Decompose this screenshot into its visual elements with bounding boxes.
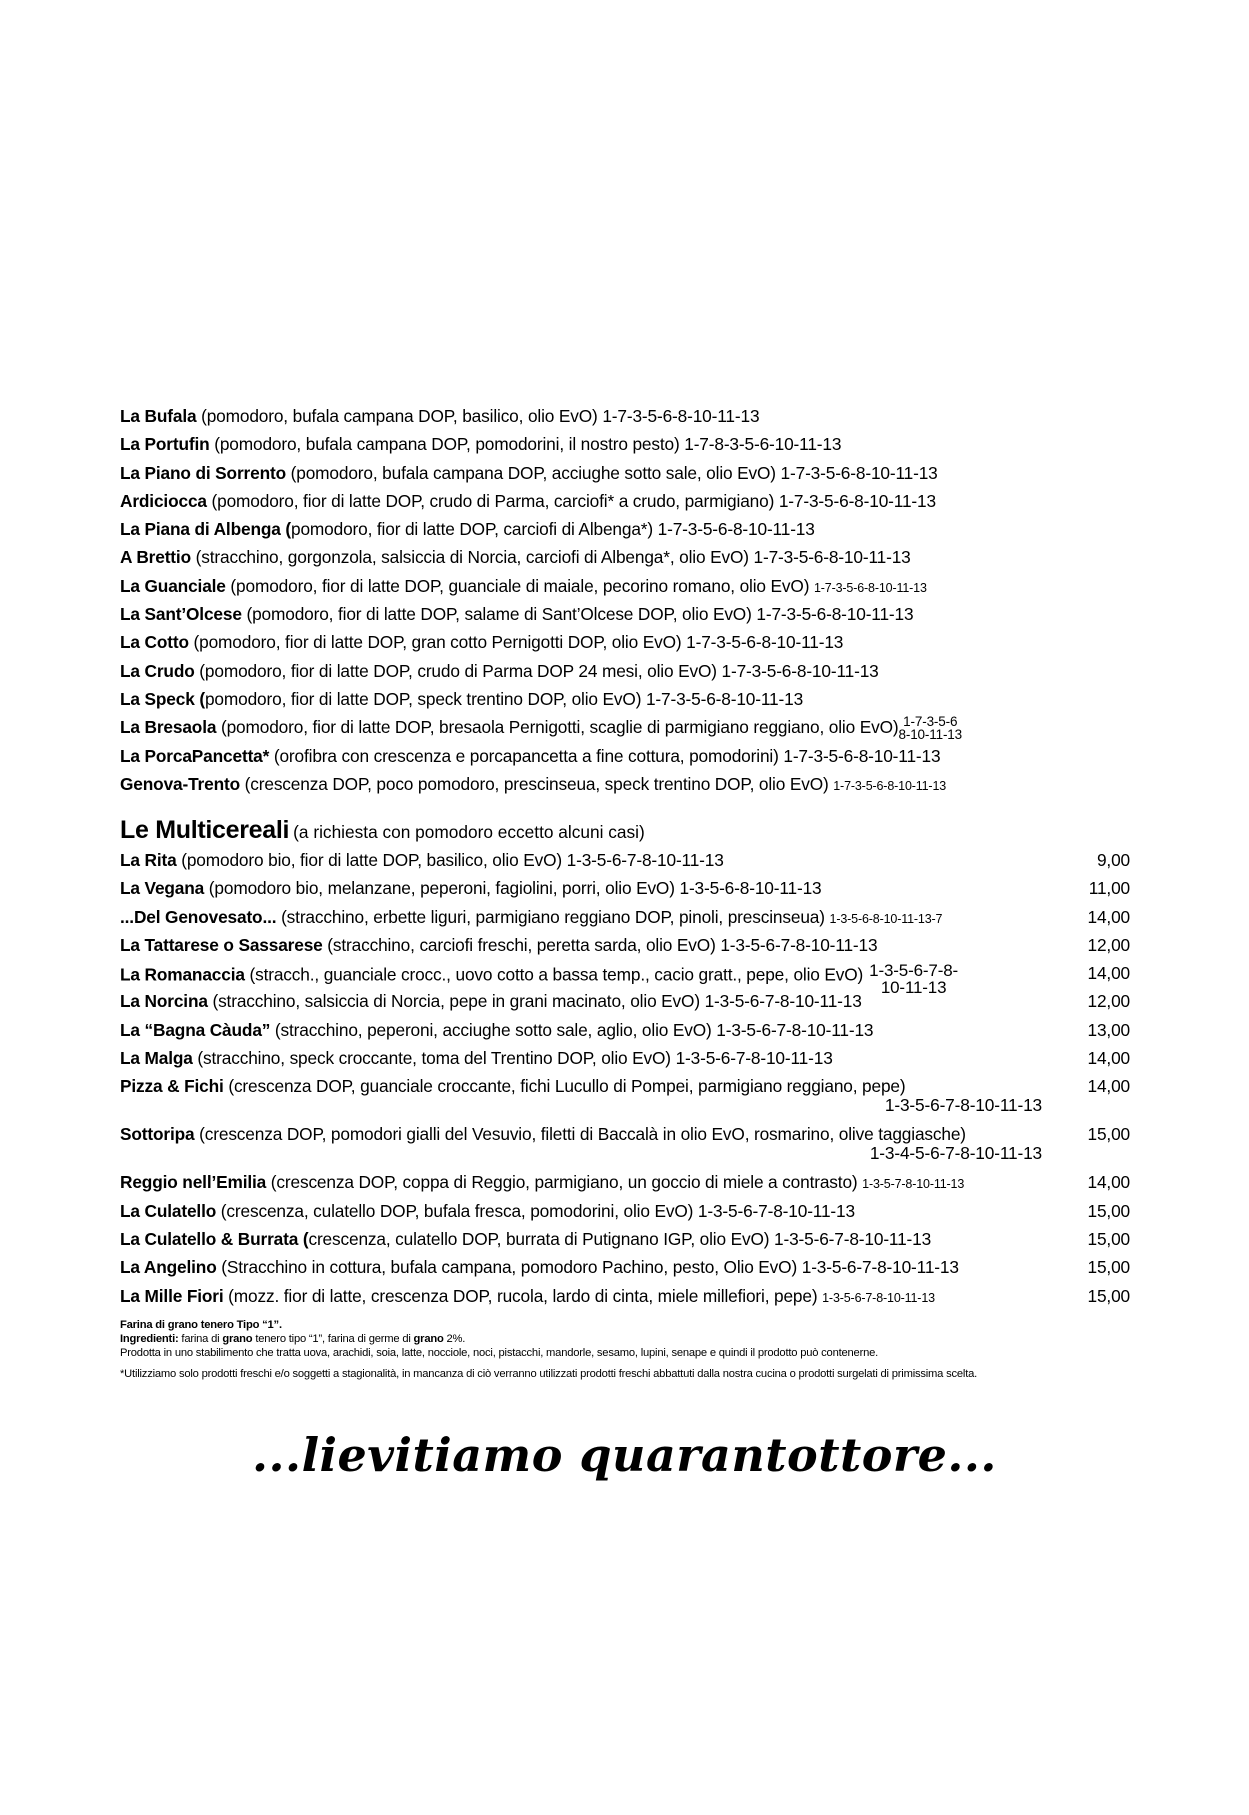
- item-name: Reggio nell’Emilia: [120, 1172, 267, 1193]
- item-desc: (stracchino, carciofi freschi, peretta sarda, olio EvO): [322, 934, 721, 955]
- item-name: La “Bagna Càuda”: [120, 1019, 271, 1040]
- item-desc: (stracchino, salsiccia di Norcia, pepe in grani macinato, olio EvO): [207, 991, 705, 1012]
- item-desc: (pomodoro, fior di latte DOP, crudo di Parma, carciofi* a crudo, parmigiano): [206, 490, 779, 511]
- item-name: La Culatello: [120, 1200, 217, 1221]
- item-allergens: 1-3-5-6-7-8-10-11-13: [884, 1095, 1042, 1116]
- item-name: La Speck (: [120, 688, 205, 709]
- item-allergens: 1-7-3-5-6-8-10-11-13: [778, 490, 936, 511]
- note-ingredienti-a: farina di: [178, 1333, 223, 1345]
- item-allergens: 1-7-3-5-6-8-10-11-13: [813, 580, 927, 595]
- item-allergens: 1-3-5-6-7-8-10-11-13: [822, 1290, 935, 1305]
- item-price: 14,00: [1087, 906, 1130, 927]
- list-item: [120, 600, 1130, 628]
- item-name: La Tattarese o Sassarese: [120, 934, 323, 955]
- item-allergens: 1-3-5-6-7-8-10-11-13: [801, 1257, 959, 1278]
- item-name: La Malga: [120, 1048, 193, 1069]
- note-farina: [120, 1318, 1130, 1332]
- list-item: [120, 657, 1130, 685]
- item-name: La Bresaola: [120, 717, 217, 738]
- list-item: [120, 1072, 1130, 1120]
- item-desc: (pomodoro, fior di latte DOP, bresaola Pernigotti, scaglie di parmigiano reggiano, olio EvO): [216, 717, 899, 738]
- pizza-list-multicereali: [120, 846, 1130, 1310]
- item-name: La Rita: [120, 850, 177, 870]
- item-desc: (mozz. fior di latte, crescenza DOP, rucola, lardo di cinta, miele millefiori, pepe): [223, 1285, 823, 1306]
- item-name: La Angelino: [120, 1257, 217, 1278]
- slogan: ...lievitiamo quarantottore...: [252, 1428, 997, 1482]
- list-item: [120, 628, 1130, 656]
- item-name: La Guanciale: [120, 575, 226, 596]
- item-name: La Bufala: [120, 406, 197, 426]
- item-name: A Brettio: [120, 547, 191, 568]
- item-price: 15,00: [1087, 1285, 1130, 1306]
- list-item: [120, 987, 1130, 1015]
- item-name: La Cotto: [120, 632, 189, 653]
- item-name: Genova-Trento: [120, 773, 240, 794]
- item-price: 9,00: [1096, 850, 1130, 870]
- item-desc: (crescenza DOP, coppa di Reggio, parmigiano, un goccio di miele a contrasto): [266, 1172, 863, 1193]
- item-price: 13,00: [1087, 1019, 1130, 1040]
- list-item: [120, 1197, 1130, 1225]
- item-allergens: 1-7-3-5-6-8-10-11-13: [721, 660, 879, 681]
- list-item: [120, 742, 1130, 770]
- item-name: La PorcaPancetta*: [120, 745, 270, 766]
- list-item: [120, 685, 1130, 713]
- item-price: 15,00: [1087, 1228, 1130, 1249]
- item-name: La Piana di Albenga (: [120, 519, 291, 540]
- note-grano-1: grano: [222, 1333, 253, 1345]
- note-ingredienti-c: 2%.: [443, 1333, 466, 1345]
- item-desc: (stracch., guanciale crocc., uovo cotto a bassa temp., cacio gratt., pepe, olio EvO): [244, 964, 864, 985]
- item-desc: (stracchino, gorgonzola, salsiccia di Norcia, carciofi di Albenga*, olio EvO): [190, 547, 754, 568]
- item-allergens: 1-3-5-6-7-8-10-11-13: [774, 1228, 932, 1249]
- item-allergens: 1-3-5-6-8-10-11-13: [679, 878, 822, 899]
- item-desc: (pomodoro bio, fior di latte DOP, basilico, olio EvO): [176, 850, 567, 870]
- item-allergens: 1-3-5-6-7-8-10-11-13: [675, 1048, 833, 1069]
- list-item: [120, 430, 1130, 458]
- item-allergens: 1-7-3-5-6-8-10-11-13: [686, 632, 844, 653]
- item-allergens: 1-3-5-6-7-8-10-11-13: [716, 1019, 874, 1040]
- item-allergens: 1-7-3-5-6-8-10-11-13: [645, 688, 804, 709]
- list-item: [120, 1253, 1130, 1281]
- note-grano-2: grano: [413, 1333, 444, 1345]
- item-allergens: 1-3-5-7-8-10-11-13: [862, 1177, 965, 1192]
- item-allergens: 1-7-3-5-6-8-10-11-13: [756, 604, 914, 625]
- item-allergens: 1-3-5-6-7-8-10-11-13: [566, 850, 724, 870]
- item-name: La Sant’Olcese: [120, 604, 242, 625]
- item-allergens: 1-7-8-3-5-6-10-11-13: [684, 434, 842, 455]
- item-allergens: 1-7-3-5-6-8-10-11-13: [602, 406, 760, 426]
- item-allergens: 1-7-3-5-6-8-10-11-13: [753, 547, 911, 568]
- allergens-top: 1-3-5-6-7-8-: [869, 961, 959, 981]
- item-price: 12,00: [1087, 934, 1130, 955]
- list-item: [120, 1044, 1130, 1072]
- item-desc: (pomodoro, fior di latte DOP, crudo di Parma DOP 24 mesi, olio EvO): [194, 660, 722, 681]
- item-allergens: 1-3-5-6-7-8-10-11-13: [697, 1200, 855, 1221]
- list-item: [120, 770, 1130, 798]
- note-ingredienti: [120, 1332, 1130, 1346]
- section-title-text: Le Multicereali: [120, 816, 290, 844]
- item-desc: crescenza, culatello DOP, burrata di Putignano IGP, olio EvO): [308, 1228, 774, 1249]
- item-name: La Vegana: [120, 878, 205, 899]
- note-ingredienti-b: tenero tipo “1”, farina di germe di: [252, 1333, 414, 1345]
- item-desc: (stracchino, speck croccante, toma del Trentino DOP, olio EvO): [192, 1048, 676, 1069]
- item-price: 14,00: [1087, 1048, 1130, 1069]
- item-name: La Crudo: [120, 660, 195, 681]
- item-allergens-stacked: [898, 715, 962, 741]
- list-item: [120, 903, 1130, 931]
- item-allergens: 1-3-4-5-6-7-8-10-11-13: [869, 1143, 1042, 1164]
- item-name: La Romanaccia: [120, 964, 245, 985]
- item-desc: pomodoro, fior di latte DOP, carciofi di Albenga*): [290, 519, 658, 540]
- item-desc: (crescenza DOP, guanciale croccante, fichi Lucullo di Pompei, parmigiano reggiano, pepe): [223, 1076, 906, 1097]
- item-price: 14,00: [1087, 963, 1130, 984]
- item-desc: (pomodoro, bufala campana DOP, acciughe sotto sale, olio EvO): [286, 462, 781, 483]
- section-subtitle: (a richiesta con pomodoro eccetto alcuni casi): [293, 822, 645, 842]
- allergens-bottom: 10-11-13: [880, 978, 947, 998]
- note-stabilimento: Prodotta in uno stabilimento che tratta uova, arachidi, soia, latte, nocciole, noci, pistacchi, mandorle, sesamo, lupini, senape e quindi il prodotto può contenerne.: [120, 1347, 879, 1359]
- item-name: Pizza & Fichi: [120, 1076, 224, 1097]
- item-allergens: 1-3-5-6-7-8-10-11-13: [704, 991, 862, 1012]
- item-desc: (pomodoro, fior di latte DOP, gran cotto Pernigotti DOP, olio EvO): [188, 632, 687, 653]
- item-allergens: 1-7-3-5-6-8-10-11-13: [833, 778, 947, 793]
- list-item: [120, 543, 1130, 571]
- item-name: La Culatello & Burrata (: [120, 1228, 309, 1249]
- list-item: [120, 846, 1130, 874]
- item-desc: (crescenza DOP, pomodori gialli del Vesuvio, filetti di Baccalà in olio EvO, rosmarino, olive taggiasche): [194, 1124, 966, 1145]
- item-price: 14,00: [1087, 1172, 1130, 1193]
- item-desc: (Stracchino in cottura, bufala campana, pomodoro Pachino, pesto, Olio EvO): [216, 1257, 802, 1278]
- item-desc: pomodoro, fior di latte DOP, speck trentino DOP, olio EvO): [204, 688, 646, 709]
- list-item: [120, 713, 1130, 741]
- item-desc: (crescenza, culatello DOP, bufala fresca, pomodorini, olio EvO): [216, 1200, 698, 1221]
- item-price: 11,00: [1088, 878, 1130, 899]
- item-desc: (pomodoro, fior di latte DOP, guanciale di maiale, pecorino romano, olio EvO): [225, 575, 814, 596]
- list-item: [120, 1225, 1130, 1253]
- item-desc: (orofibra con crescenza e porcapancetta a fine cottura, pomodorini): [269, 745, 784, 766]
- item-price: 15,00: [1087, 1124, 1130, 1145]
- item-name: Sottoripa: [120, 1124, 195, 1145]
- list-item: [120, 1016, 1130, 1044]
- list-item: [120, 487, 1130, 515]
- item-name: La Mille Fiori: [120, 1285, 224, 1306]
- list-item: [120, 1168, 1130, 1196]
- pizza-list-top: [120, 402, 1130, 798]
- item-name: ...Del Genovesato...: [120, 906, 277, 927]
- item-desc: (pomodoro, fior di latte DOP, salame di Sant’Olcese DOP, olio EvO): [241, 604, 757, 625]
- item-name: Ardiciocca: [120, 490, 207, 511]
- list-item: [120, 1120, 1130, 1168]
- item-name: La Portufin: [120, 434, 210, 455]
- item-price: 12,00: [1087, 991, 1130, 1012]
- list-item: [120, 1282, 1130, 1310]
- item-desc: (stracchino, erbette liguri, parmigiano reggiano DOP, pinoli, prescinseua): [276, 906, 830, 927]
- list-item: [120, 515, 1130, 543]
- note-ingredienti-label: Ingredienti:: [120, 1333, 179, 1345]
- list-item: [120, 959, 1130, 998]
- section-title-multicereali: [120, 816, 645, 845]
- item-allergens: 1-7-3-5-6-8-10-11-13: [780, 462, 938, 483]
- list-item: [120, 931, 1130, 959]
- item-price: 15,00: [1087, 1200, 1130, 1221]
- item-desc: (crescenza DOP, poco pomodoro, prescinseua, speck trentino DOP, olio EvO): [240, 773, 834, 794]
- item-name: La Norcina: [120, 991, 208, 1012]
- allergens-top: 1-7-3-5-6: [903, 713, 958, 729]
- item-price: 15,00: [1087, 1257, 1130, 1278]
- item-allergens: 1-7-3-5-6-8-10-11-13: [657, 519, 815, 540]
- item-allergens: 1-3-5-6-8-10-11-13-7: [829, 911, 943, 926]
- list-item: [120, 874, 1130, 902]
- item-price: 14,00: [1087, 1076, 1130, 1097]
- item-desc: (stracchino, peperoni, acciughe sotto sale, aglio, olio EvO): [270, 1019, 717, 1040]
- item-allergens: 1-7-3-5-6-8-10-11-13: [783, 745, 941, 766]
- item-desc: (pomodoro bio, melanzane, peperoni, fagiolini, porri, olio EvO): [204, 878, 680, 899]
- list-item: [120, 459, 1130, 487]
- footnotes: [120, 1318, 1130, 1381]
- list-item: [120, 402, 1130, 430]
- item-desc: (pomodoro, bufala campana DOP, pomodorini, il nostro pesto): [209, 434, 685, 455]
- item-name: La Piano di Sorrento: [120, 462, 286, 483]
- item-desc: (pomodoro, bufala campana DOP, basilico, olio EvO): [196, 406, 603, 426]
- note-utilizziamo: *Utilizziamo solo prodotti freschi e/o soggetti a stagionalità, in mancanza di ciò verranno utilizzati prodotti freschi abbattuti dalla nostra cucina o prodotti surgelati di primissima scelta.: [120, 1368, 978, 1380]
- item-allergens: 1-3-5-6-7-8-10-11-13: [720, 934, 878, 955]
- note-farina-text: Farina di grano tenero Tipo “1”.: [120, 1319, 282, 1331]
- allergens-bottom: 8-10-11-13: [898, 726, 963, 742]
- list-item: [120, 572, 1130, 600]
